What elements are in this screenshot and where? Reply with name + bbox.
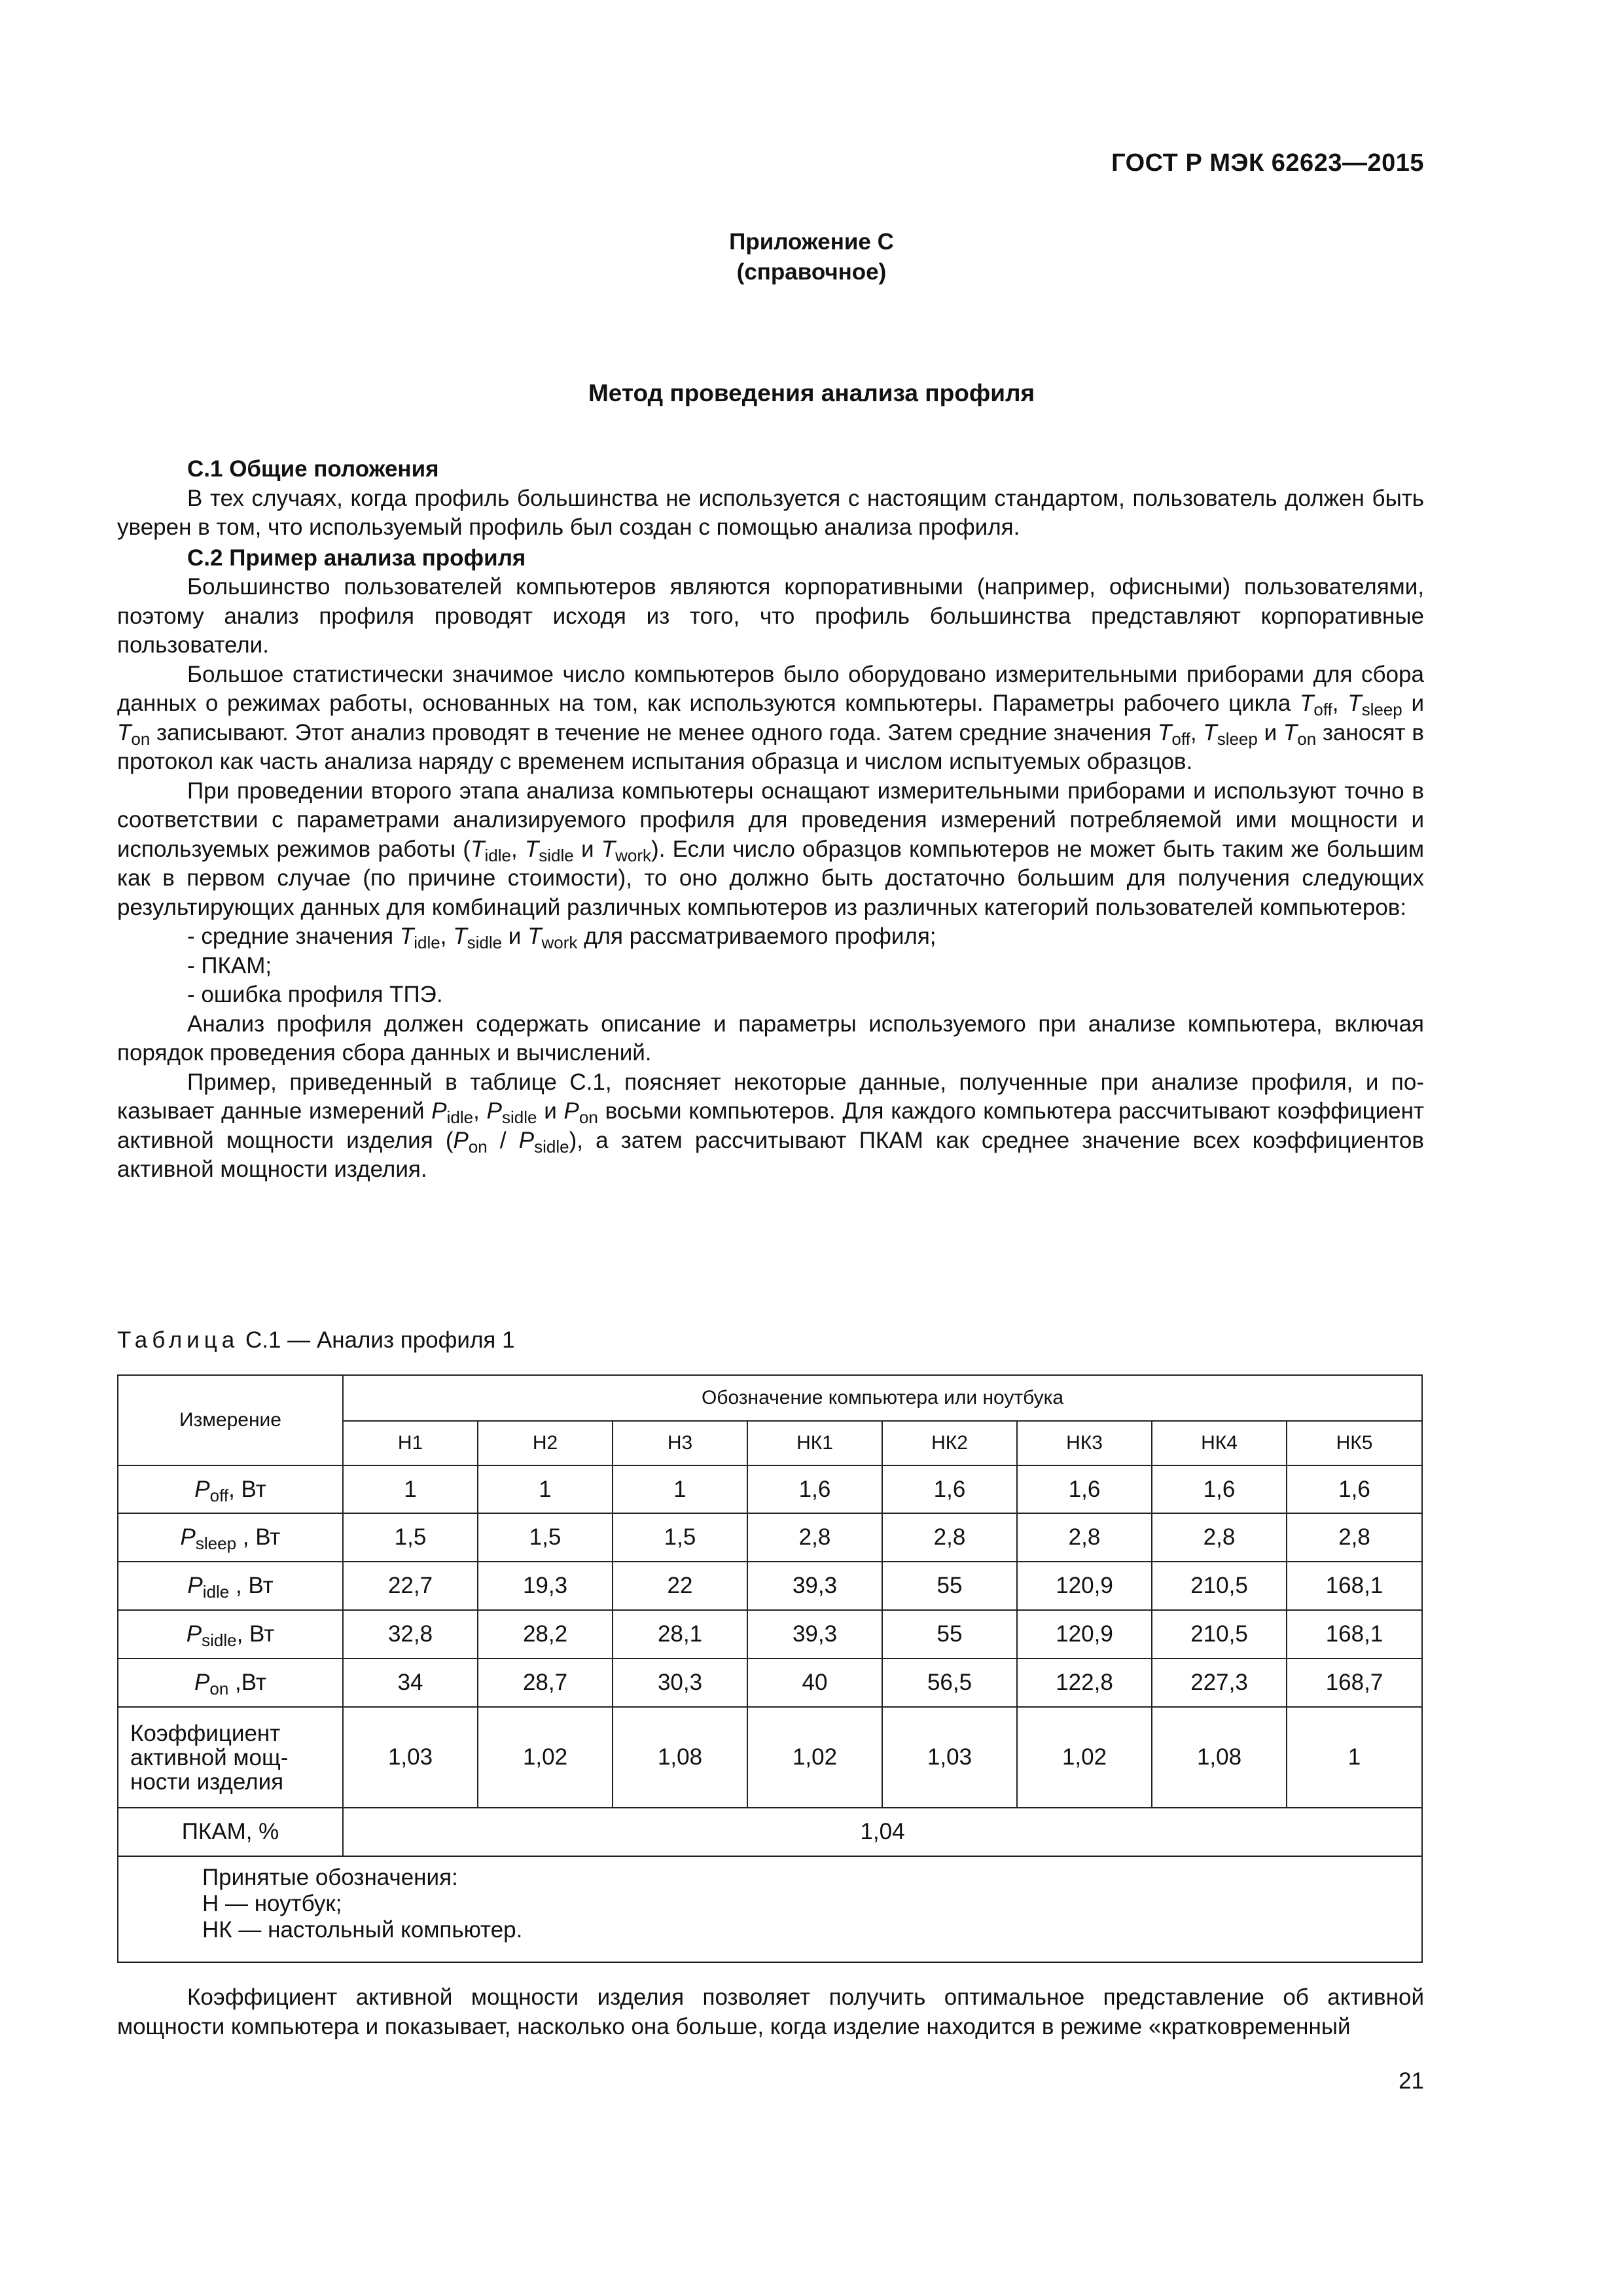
table-cell: 22,7: [343, 1562, 478, 1610]
table-cell: 1,5: [343, 1513, 478, 1562]
paragraph: Большое статистически значимое число компьютеров было оборудовано измерительными приборами для сбора данных о режимах работы, основанных на том, как используются компьютеры. Параметры рабочего цикла $T_{off}$, $T_{sleep}$ и $T_{on}$ записывают. Этот анализ проводят в течение не менее одного года. Затем средние значения $T_{off}$, $T_{sleep}$ и $T_{on}$ заносят в протокол как часть анализа наряду с временем испытания образца и числом испытуемых образцов.: [117, 661, 1424, 774]
table-cell: 34: [343, 1659, 478, 1707]
annex-name: Метод проведения анализа профиля: [588, 380, 1035, 406]
table-cell: 1,08: [1152, 1707, 1287, 1808]
table-cell: 168,1: [1287, 1562, 1422, 1610]
paragraph: Коэффициент активной мощности изделия позволяет получить оптимальное представление об активной мощности компьютера и показывает, насколько она больше, когда изделие находится в режиме «кратковременный: [117, 1984, 1424, 2039]
column-header: НК1: [747, 1421, 882, 1465]
table-notes-row: [118, 1856, 1422, 1962]
annex-kind: (справочное): [736, 259, 887, 285]
row-label: $P_{sidle}$, Вт: [118, 1610, 343, 1659]
column-header: Н3: [613, 1421, 747, 1465]
paragraph: Пример, приведенный в таблице С.1, поясняет некоторые данные, полученные при анализе профиля, и показывает данные измерений $P_{idle}$, $P_{sidle}$ и $P_{on}$ восьми компьютеров. Для каждого компьютера рассчитывают коэффициент активной мощности изделия $(P_{on} / P_{sidle})$, а затем рассчитывают ПКАМ как среднее значение всех коэффициентов активной мощности изделия.: [117, 1069, 1425, 1182]
list-item: - ПКАМ;: [187, 952, 272, 978]
row-label: $P_{idle}$ , Вт: [118, 1562, 343, 1610]
table-cell: 1,5: [613, 1513, 747, 1562]
table-cell: 122,8: [1017, 1659, 1152, 1707]
table-notes: [118, 1856, 1422, 1962]
table-cell: 55: [882, 1562, 1017, 1610]
table-cell: 30,3: [613, 1659, 747, 1707]
table-row: [118, 1808, 1422, 1856]
table-cell: 1,6: [882, 1465, 1017, 1513]
table-cell: 40: [747, 1659, 882, 1707]
table-cell: 2,8: [882, 1513, 1017, 1562]
table-cell: 56,5: [882, 1659, 1017, 1707]
table-cell: 1,02: [1017, 1707, 1152, 1808]
table-cell: 2,8: [747, 1513, 882, 1562]
list: [117, 922, 1424, 1010]
table-cell: 120,9: [1017, 1610, 1152, 1659]
table-row: [118, 1659, 1422, 1707]
standard-designation: ГОСТ Р МЭК 62623—2015: [1111, 149, 1424, 177]
table-cell: 1,03: [343, 1707, 478, 1808]
table-cell: 28,7: [478, 1659, 613, 1707]
table-cell: 1: [613, 1465, 747, 1513]
table-cell: 2,8: [1287, 1513, 1422, 1562]
continuation-text: [117, 1983, 1424, 2041]
annex-title: Приложение С: [729, 229, 894, 255]
paragraph: Анализ профиля должен содержать описание и параметры используемого при анализе компьютера, включая порядок проведения сбора данных и вычислений.: [117, 1011, 1424, 1066]
table-cell: 1,5: [478, 1513, 613, 1562]
table-cell: 1,6: [1152, 1465, 1287, 1513]
table-cell: 1,6: [1287, 1465, 1422, 1513]
list-item: - ошибка профиля ТПЭ.: [187, 982, 443, 1007]
body-text: [117, 455, 1424, 1185]
table-row: [118, 1465, 1422, 1513]
table-cell: 1,02: [478, 1707, 613, 1808]
paragraph: Большинство пользователей компьютеров являются корпоративными (например, офисными) пользователями, поэтому анализ профиля проводят исходя из того, что профиль большинства представляют корпоративные пользователи.: [117, 574, 1424, 658]
table-cell: 1,03: [882, 1707, 1017, 1808]
header-measure: Измерение: [118, 1375, 343, 1465]
page-number: 21: [1399, 2068, 1424, 2094]
table-cell: 1,6: [1017, 1465, 1152, 1513]
table-cell: 28,2: [478, 1610, 613, 1659]
table-cell: 28,1: [613, 1610, 747, 1659]
table-cell: 1,08: [613, 1707, 747, 1808]
table-cell: 120,9: [1017, 1562, 1152, 1610]
row-label: ПКАМ, %: [118, 1808, 343, 1856]
header-device-group: Обозначение компьютера или ноутбука: [343, 1375, 1422, 1421]
table-row: [118, 1562, 1422, 1610]
table-row: [118, 1610, 1422, 1659]
column-header: НК3: [1017, 1421, 1152, 1465]
note-line: Н — ноутбук;: [202, 1891, 342, 1916]
table-cell: 1: [343, 1465, 478, 1513]
profile-analysis-table: [117, 1374, 1423, 1963]
note-line: Принятые обозначения:: [202, 1865, 458, 1890]
table-cell: 1,04: [343, 1808, 1422, 1856]
table-cell: 210,5: [1152, 1562, 1287, 1610]
section-heading-c2: С.2 Пример анализа профиля: [187, 545, 526, 571]
table-cell: 55: [882, 1610, 1017, 1659]
note-line: НК — настольный компьютер.: [202, 1917, 523, 1943]
table-cell: 1,6: [747, 1465, 882, 1513]
table-cell: 22: [613, 1562, 747, 1610]
row-label: $P_{off}$, Вт: [118, 1465, 343, 1513]
table-cell: 19,3: [478, 1562, 613, 1610]
column-header: Н2: [478, 1421, 613, 1465]
row-label: $P_{on}$ ,Вт: [118, 1659, 343, 1707]
list-item: - средние значения $T_{idle}$, $T_{sidle}$ и $T_{work}$ для рассматриваемого профиля;: [187, 924, 936, 952]
table-cell: 1,02: [747, 1707, 882, 1808]
table-row: [118, 1707, 1422, 1808]
section-heading-c1: С.1 Общие положения: [187, 456, 439, 482]
table-cell: 1: [478, 1465, 613, 1513]
row-label: $P_{sleep}$ , Вт: [118, 1513, 343, 1562]
table-row: [118, 1513, 1422, 1562]
table-caption: Таблица С.1 — Анализ профиля 1: [117, 1327, 515, 1353]
table-cell: 2,8: [1152, 1513, 1287, 1562]
table-cell: 227,3: [1152, 1659, 1287, 1707]
column-header: НК4: [1152, 1421, 1287, 1465]
column-header: Н1: [343, 1421, 478, 1465]
table-cell: 168,7: [1287, 1659, 1422, 1707]
paragraph: При проведении второго этапа анализа компьютеры оснащают измерительными приборами и используют точно в соответствии с параметрами анализируемого профиля для проведения измерений потребляемой ими мощности и используемых режимов работы ($T_{idle}$, $T_{sidle}$ и $T_{work}$). Если число образцов компьютеров не может быть таким же большим как в первом случае (по причине стоимости), то оно должно быть достаточно большим для получения следующих результирующих данных для комбинаций различных компьютеров из различных категорий пользователей компьютеров:: [117, 778, 1425, 920]
column-header: НК5: [1287, 1421, 1422, 1465]
paragraph: В тех случаях, когда профиль большинства не используется с настоящим стандартом, пользователь должен быть уверен в том, что используемый профиль был создан с помощью анализа профиля.: [117, 485, 1424, 540]
table-cell: 168,1: [1287, 1610, 1422, 1659]
row-label: Коэффициент активной мощ- ности изделия: [118, 1707, 343, 1808]
column-header: НК2: [882, 1421, 1017, 1465]
table-cell: 39,3: [747, 1610, 882, 1659]
table-cell: 32,8: [343, 1610, 478, 1659]
table-cell: 2,8: [1017, 1513, 1152, 1562]
table-cell: 39,3: [747, 1562, 882, 1610]
table-cell: 210,5: [1152, 1610, 1287, 1659]
table-cell: 1: [1287, 1707, 1422, 1808]
